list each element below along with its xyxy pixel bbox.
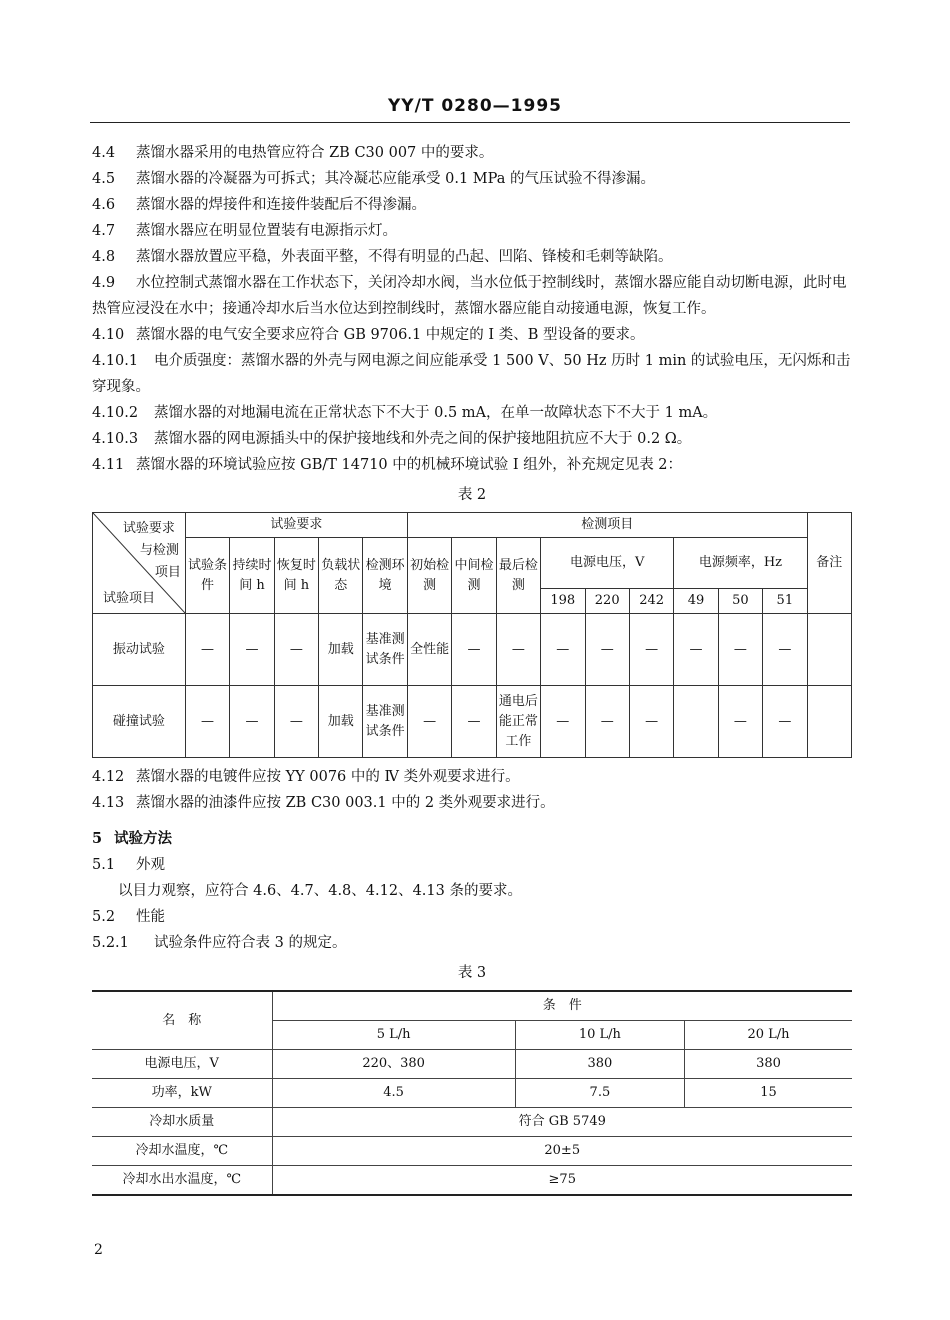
clause-text: 蒸馏水器的环境试验应按 GB/T 14710 中的机械环境试验 I 组外，补充规定见表 2： <box>136 457 683 473</box>
clause-number: 4.4 <box>92 145 116 161</box>
remark-header: 备注 <box>807 513 851 614</box>
clauses-group-4 <box>92 140 852 478</box>
clause-4-10-1 <box>92 348 852 400</box>
name-header: 名 称 <box>92 991 272 1050</box>
table-cell: 基准测试条件 <box>363 614 407 686</box>
frequency-header: 电源频率，Hz <box>674 538 807 589</box>
table-cell: 4.5 <box>272 1079 515 1108</box>
merged-cell: 20±5 <box>272 1137 852 1166</box>
table-cell: — <box>763 686 807 758</box>
diag-label-1: 试验要求 <box>122 521 175 536</box>
clause-text: 水位控制式蒸馏水器在工作状态下，关闭冷却水阀，当水位低于控制线时，蒸馏水器应能自动切断电源，此时电热管应浸没在水中；接通冷却水后当水位达到控制线时，蒸馏水器应能自动接通电源，恢复工作。 <box>92 275 847 317</box>
clause-4-8 <box>92 244 852 270</box>
row-name: 冷却水质量 <box>92 1108 272 1137</box>
header-rule <box>90 122 850 123</box>
table-cell: — <box>496 614 540 686</box>
table-row <box>93 614 852 686</box>
table-cell: 380 <box>515 1050 684 1079</box>
clause-4-6 <box>92 192 852 218</box>
table2-diagonal-header <box>93 513 186 614</box>
clause-text: 蒸馏水器的网电源插头中的保护接地线和外壳之间的保护接地阻抗应不大于 0.2 Ω。 <box>154 431 692 447</box>
voltage-value: 242 <box>629 589 673 614</box>
table-cell: 通电后能正常工作 <box>496 686 540 758</box>
clause-4-13 <box>92 790 852 816</box>
col-test-1: 持续时间 h <box>230 538 274 614</box>
clause-4-9 <box>92 270 852 322</box>
table-cell: 7.5 <box>515 1079 684 1108</box>
clause-text: 蒸馏水器的电镀件应按 YY 0076 中的 Ⅳ 类外观要求进行。 <box>136 769 520 785</box>
voltage-value: 220 <box>585 589 629 614</box>
clause-number: 4.7 <box>92 223 116 239</box>
table-cell: 380 <box>685 1050 852 1079</box>
row-name: 冷却水出水温度，℃ <box>92 1166 272 1196</box>
table-3 <box>92 990 852 1196</box>
clause-4-12 <box>92 764 852 790</box>
table2-caption: 表 2 <box>457 487 487 503</box>
table-cell: — <box>185 614 229 686</box>
table-cell: 加载 <box>319 614 363 686</box>
section-5-heading: 5 试验方法 <box>92 830 172 847</box>
table-row <box>93 686 852 758</box>
model-header: 5 L/h <box>272 1021 515 1050</box>
table-cell: — <box>629 614 673 686</box>
clause-text: 电介质强度：蒸馏水器的外壳与网电源之间应能承受 1 500 V、50 Hz 历时 1 min 的试验电压，无闪烁和击穿现象。 <box>92 353 851 395</box>
clause-4-10-3 <box>92 426 852 452</box>
col-detect-0: 初始检测 <box>407 538 451 614</box>
clause-5-2: 5.2 性能 <box>92 909 165 925</box>
frequency-value: 49 <box>674 589 718 614</box>
clause-number: 4.10.3 <box>92 431 139 447</box>
clause-text: 蒸馏水器的焊接件和连接件装配后不得渗漏。 <box>136 197 426 213</box>
row-name: 电源电压，V <box>92 1050 272 1079</box>
diag-label-2: 与检测 <box>139 543 179 558</box>
merged-cell: ≥75 <box>272 1166 852 1196</box>
table-cell: — <box>274 686 318 758</box>
table-2 <box>92 512 852 758</box>
clause-text: 蒸馏水器的冷凝器为可拆式；其冷凝芯应能承受 0.1 MPa 的气压试验不得渗漏。 <box>136 171 655 187</box>
table-cell: — <box>541 686 585 758</box>
diag-label-3: 项目 <box>154 565 181 580</box>
col-test-4: 检测环境 <box>363 538 407 614</box>
table-cell: — <box>763 614 807 686</box>
table-cell: 全性能 <box>407 614 451 686</box>
table-row <box>92 1166 852 1196</box>
row-name: 功率，kW <box>92 1079 272 1108</box>
table-cell: 加载 <box>319 686 363 758</box>
table-cell: — <box>452 686 496 758</box>
table-cell: — <box>274 614 318 686</box>
clause-number: 4.10.1 <box>92 353 139 369</box>
table3-caption: 表 3 <box>457 965 487 981</box>
table-cell: 15 <box>685 1079 852 1108</box>
clause-number: 4.11 <box>92 457 125 473</box>
clauses-group-4b <box>92 764 852 816</box>
clause-4-5 <box>92 166 852 192</box>
diag-label-4: 试验项目 <box>103 591 156 606</box>
group-test-requirements: 试验要求 <box>185 513 407 538</box>
clause-text: 蒸馏水器放置应平稳，外表面平整，不得有明显的凸起、凹陷、锋棱和毛刺等缺陷。 <box>136 249 673 265</box>
table-cell: 基准测试条件 <box>363 686 407 758</box>
clause-number: 4.10.2 <box>92 405 139 421</box>
table-row <box>92 1079 852 1108</box>
clause-text: 蒸馏水器的对地漏电流在正常状态下不大于 0.5 mA，在单一故障状态下不大于 1 mA。 <box>154 405 718 421</box>
clause-5-1: 5.1 外观 <box>92 857 165 873</box>
col-test-3: 负载状态 <box>319 538 363 614</box>
table-cell: — <box>674 614 718 686</box>
page-number: 2 <box>94 1242 103 1258</box>
test-name: 振动试验 <box>93 614 186 686</box>
col-detect-2: 最后检测 <box>496 538 540 614</box>
document-body <box>92 140 852 1196</box>
clause-5-1-text: 以目力观察，应符合 4.6、4.7、4.8、4.12、4.13 条的要求。 <box>118 883 522 899</box>
clause-text: 蒸馏水器采用的电热管应符合 ZB C30 007 中的要求。 <box>136 145 494 161</box>
table-cell: — <box>541 614 585 686</box>
table-cell: — <box>452 614 496 686</box>
table-cell: 220、380 <box>272 1050 515 1079</box>
table-cell: — <box>185 686 229 758</box>
clause-5-2-1: 5.2.1 试验条件应符合表 3 的规定。 <box>92 935 347 951</box>
clause-number: 4.10 <box>92 327 125 343</box>
col-detect-1: 中间检测 <box>452 538 496 614</box>
voltage-header: 电源电压，V <box>541 538 674 589</box>
table-cell <box>807 686 851 758</box>
clause-number: 4.8 <box>92 249 116 265</box>
merged-cell: 符合 GB 5749 <box>272 1108 852 1137</box>
clause-4-10 <box>92 322 852 348</box>
table-row <box>92 1137 852 1166</box>
clause-text: 蒸馏水器应在明显位置装有电源指示灯。 <box>136 223 397 239</box>
table-cell: — <box>407 686 451 758</box>
clause-number: 4.12 <box>92 769 125 785</box>
row-name: 冷却水温度，℃ <box>92 1137 272 1166</box>
col-test-0: 试验条件 <box>185 538 229 614</box>
clause-number: 4.9 <box>92 275 116 291</box>
table-cell: — <box>585 686 629 758</box>
clause-4-11 <box>92 452 852 478</box>
table-cell: — <box>629 686 673 758</box>
clause-number: 4.6 <box>92 197 116 213</box>
model-header: 20 L/h <box>685 1021 852 1050</box>
col-test-2: 恢复时间 h <box>274 538 318 614</box>
table-cell: — <box>585 614 629 686</box>
table-row <box>92 1050 852 1079</box>
table-cell: — <box>230 686 274 758</box>
clause-4-4 <box>92 140 852 166</box>
clause-number: 4.5 <box>92 171 116 187</box>
table-cell <box>807 614 851 686</box>
table-cell: — <box>718 614 762 686</box>
clause-4-7 <box>92 218 852 244</box>
standard-header: YY/T 0280—1995 <box>388 96 562 116</box>
frequency-value: 51 <box>763 589 807 614</box>
table-row <box>92 1108 852 1137</box>
voltage-value: 198 <box>541 589 585 614</box>
clause-text: 蒸馏水器的电气安全要求应符合 GB 9706.1 中规定的 I 类、B 型设备的要求。 <box>136 327 645 343</box>
test-name: 碰撞试验 <box>93 686 186 758</box>
clause-number: 4.13 <box>92 795 125 811</box>
frequency-value: 50 <box>718 589 762 614</box>
table-cell: — <box>230 614 274 686</box>
clause-4-10-2 <box>92 400 852 426</box>
table-cell <box>674 686 718 758</box>
table-cell: — <box>718 686 762 758</box>
clause-text: 蒸馏水器的油漆件应按 ZB C30 003.1 中的 2 类外观要求进行。 <box>136 795 555 811</box>
condition-header: 条 件 <box>272 991 852 1021</box>
group-detect-items: 检测项目 <box>407 513 807 538</box>
model-header: 10 L/h <box>515 1021 684 1050</box>
